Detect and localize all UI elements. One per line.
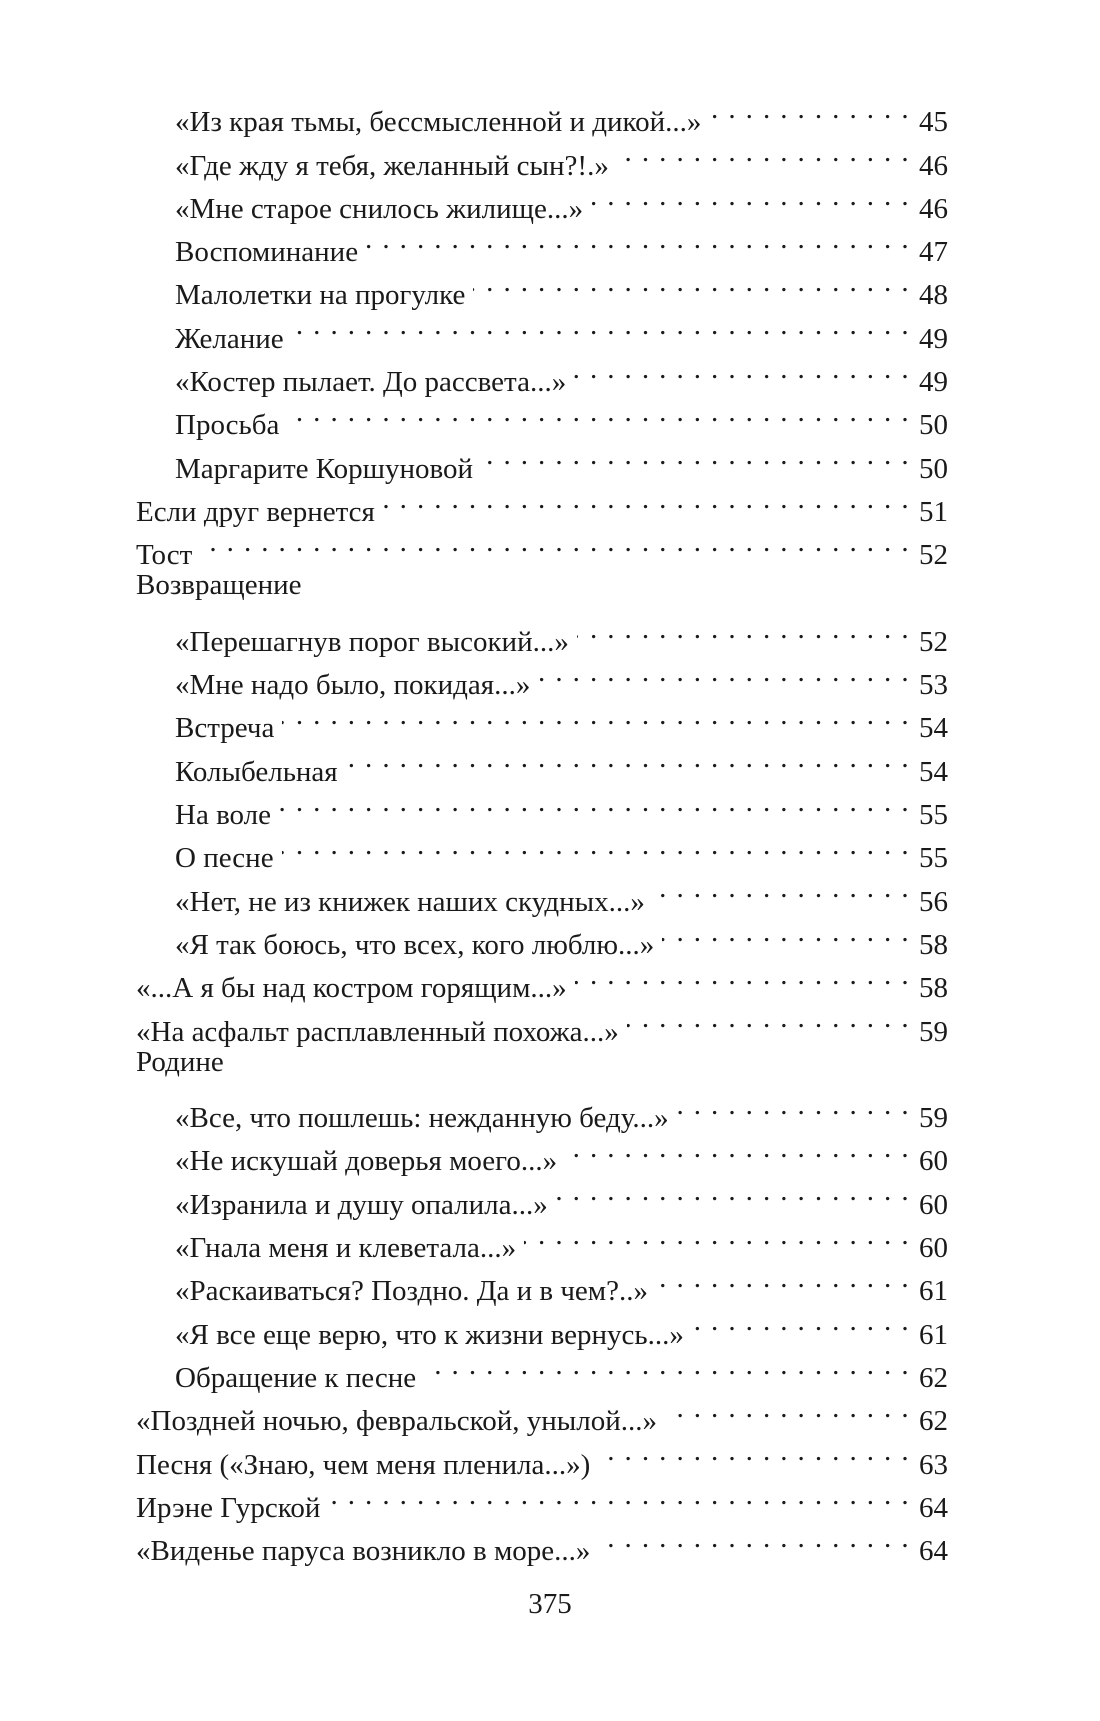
dot-leader <box>200 521 910 564</box>
toc-page-number: 47 <box>919 236 948 269</box>
toc-title: «Я так боюсь, что всех, кого люблю...» <box>175 928 655 961</box>
toc-subentry <box>0 867 1100 918</box>
dot-leader <box>473 261 910 304</box>
toc-entry <box>0 1474 1100 1524</box>
toc-page-number: 59 <box>919 1015 948 1048</box>
toc-page-number: 46 <box>919 149 948 182</box>
toc-subentry <box>0 694 1100 745</box>
toc-title: О песне <box>175 842 274 875</box>
toc-page-number: 45 <box>919 106 948 139</box>
dot-leader <box>282 694 910 737</box>
toc-subentry <box>0 348 1100 399</box>
toc-page-number: 50 <box>919 452 948 485</box>
toc-subentry <box>0 304 1100 355</box>
toc-title: «Мне старое снилось жилище...» <box>175 192 584 225</box>
toc-page-number: 59 <box>919 1102 948 1135</box>
toc-page-number: 63 <box>919 1448 948 1481</box>
toc-page-number: 62 <box>919 1361 948 1394</box>
toc-title: Песня («Знаю, чем меня пленила...») <box>136 1448 591 1481</box>
toc-subentry <box>0 391 1100 442</box>
toc-page-number: 61 <box>919 1318 948 1351</box>
toc-title: «Я все еще верю, что к жизни вернусь...» <box>175 1318 684 1351</box>
dot-leader <box>556 1170 910 1213</box>
toc-title: «Костер пылает. До рассвета...» <box>175 366 567 399</box>
toc-title: «Перешагнув порог высокий...» <box>175 625 569 658</box>
toc-entry <box>0 478 1100 528</box>
dot-leader <box>328 1474 910 1517</box>
toc-title: «Изранила и душу опалила...» <box>175 1188 548 1221</box>
toc-title: «Поздней ночью, февральской, унылой...» <box>136 1405 657 1438</box>
dot-leader <box>565 1127 910 1170</box>
toc-subentry <box>0 434 1100 485</box>
dot-leader <box>481 434 910 477</box>
toc-page-number: 56 <box>919 885 948 918</box>
dot-leader <box>692 1300 910 1343</box>
toc-page-number: 60 <box>919 1188 948 1221</box>
dot-leader <box>591 175 910 218</box>
toc-title: Маргарите Коршуновой <box>175 452 474 485</box>
toc-subentry <box>0 1170 1100 1221</box>
dot-leader <box>524 1214 910 1257</box>
toc-title: «Раскаиваться? Поздно. Да и в чем?..» <box>175 1275 649 1308</box>
toc-title: Родине <box>136 1045 224 1078</box>
toc-title: «Из края тьмы, бессмысленной и дикой...» <box>175 106 702 139</box>
dot-leader <box>617 131 910 174</box>
toc-title: «Где жду я тебя, желанный сын?!.» <box>175 149 609 182</box>
toc-entry <box>0 521 1100 572</box>
toc-subentry <box>0 1084 1100 1135</box>
toc-subentry <box>0 88 1100 139</box>
toc-title: Просьба <box>175 409 280 442</box>
toc-page-number: 61 <box>919 1275 948 1308</box>
toc-page-number: 60 <box>919 1232 948 1265</box>
toc-line <box>136 1041 948 1084</box>
toc-page-number: 48 <box>919 279 948 312</box>
toc-entry <box>0 1387 1100 1438</box>
toc-line <box>136 1517 948 1574</box>
toc-page-number: 53 <box>919 669 948 702</box>
dot-leader <box>656 1257 910 1300</box>
toc-title: Возвращение <box>136 569 302 602</box>
toc-page-number: 64 <box>919 1535 948 1568</box>
toc-subentry <box>0 218 1100 269</box>
dot-leader <box>653 867 910 910</box>
toc-entry <box>0 997 1100 1048</box>
dot-leader <box>665 1387 910 1430</box>
toc-title: «Гнала меня и клеветала...» <box>175 1232 517 1265</box>
dot-leader <box>677 1084 910 1127</box>
toc-page-number: 52 <box>919 625 948 658</box>
toc-title: Желание <box>175 322 284 355</box>
page-number: 375 <box>528 1588 572 1620</box>
dot-leader <box>598 1430 910 1473</box>
toc-subentry <box>0 1214 1100 1265</box>
toc-page-number: 54 <box>919 712 948 745</box>
dot-leader <box>292 304 910 347</box>
toc-subentry <box>0 1300 1100 1351</box>
toc-title: На воле <box>175 799 272 832</box>
toc-subentry <box>0 1344 1100 1394</box>
toc-subentry <box>0 737 1100 788</box>
dot-leader <box>424 1344 910 1387</box>
toc-page-number: 54 <box>919 755 948 788</box>
dot-leader <box>287 391 910 434</box>
toc-title: Обращение к песне <box>175 1361 417 1394</box>
toc-title: Малолетки на прогулке <box>175 279 466 312</box>
table-of-contents <box>0 88 1100 1568</box>
dot-leader <box>538 651 910 694</box>
toc-entry <box>0 1517 1100 1568</box>
dot-leader <box>627 997 910 1040</box>
toc-page-number: 50 <box>919 409 948 442</box>
toc-title: Воспоминание <box>175 236 359 269</box>
toc-title: «На асфальт расплавленный похожа...» <box>136 1015 619 1048</box>
toc-title: «...А я бы над костром горящим...» <box>136 972 567 1005</box>
toc-page-number: 49 <box>919 322 948 355</box>
toc-entry <box>0 1430 1100 1481</box>
toc-title: Если друг вернется <box>136 495 375 528</box>
dot-leader <box>574 348 910 391</box>
toc-page-number: 55 <box>919 799 948 832</box>
toc-page-number: 51 <box>919 495 948 528</box>
toc-entry <box>0 1041 1100 1084</box>
toc-page-number: 58 <box>919 928 948 961</box>
toc-subentry <box>0 911 1100 961</box>
toc-title: Встреча <box>175 712 275 745</box>
dot-leader <box>662 911 910 954</box>
dot-leader <box>346 737 910 780</box>
toc-subentry <box>0 608 1100 658</box>
toc-subentry <box>0 1127 1100 1178</box>
toc-subentry <box>0 781 1100 832</box>
dot-leader <box>279 781 910 824</box>
dot-leader <box>598 1517 910 1560</box>
toc-title: «Нет, не из книжек наших скудных...» <box>175 885 645 918</box>
dot-leader <box>575 954 910 997</box>
toc-page-number: 52 <box>919 539 948 572</box>
toc-subentry <box>0 131 1100 182</box>
toc-subentry <box>0 175 1100 225</box>
toc-title: «Мне надо было, покидая...» <box>175 669 531 702</box>
toc-title: «Виденье паруса возникло в море...» <box>136 1535 591 1568</box>
dot-leader <box>709 88 910 131</box>
dot-leader <box>282 824 910 867</box>
toc-entry <box>0 564 1100 607</box>
toc-page-number: 49 <box>919 366 948 399</box>
toc-page-number: 62 <box>919 1405 948 1438</box>
dot-leader <box>577 608 910 651</box>
toc-title: Тост <box>136 539 193 572</box>
toc-entry <box>0 954 1100 1005</box>
toc-line <box>136 564 948 607</box>
dot-leader <box>383 478 910 521</box>
toc-subentry <box>0 261 1100 312</box>
toc-page-number: 64 <box>919 1491 948 1524</box>
toc-subentry <box>0 824 1100 875</box>
toc-subentry <box>0 651 1100 702</box>
toc-title: «Все, что пошлешь: нежданную беду...» <box>175 1102 669 1135</box>
toc-page-number: 55 <box>919 842 948 875</box>
toc-page-number: 46 <box>919 192 948 225</box>
dot-leader <box>366 218 910 261</box>
toc-page-number: 58 <box>919 972 948 1005</box>
toc-title: Ирэне Гурской <box>136 1491 321 1524</box>
toc-page-number: 60 <box>919 1145 948 1178</box>
toc-subentry <box>0 1257 1100 1308</box>
toc-title: Колыбельная <box>175 755 338 788</box>
toc-title: «Не искушай доверья моего...» <box>175 1145 558 1178</box>
